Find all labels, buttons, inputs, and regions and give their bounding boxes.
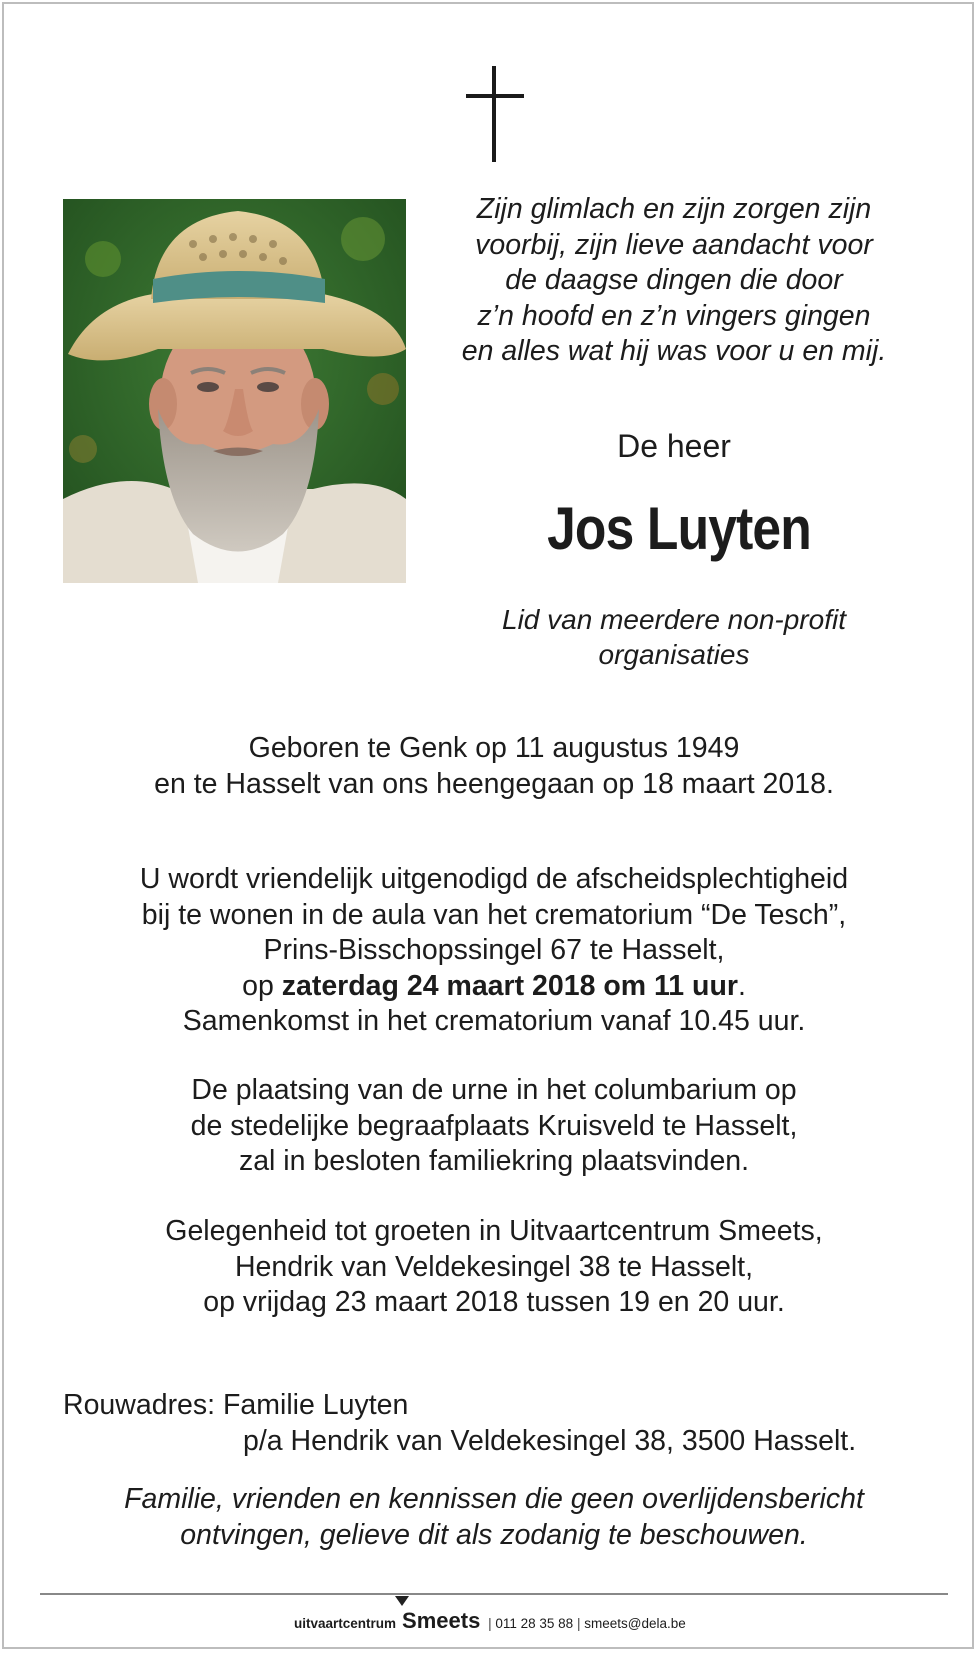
footer-separator: | (488, 1616, 492, 1631)
urn-placement-info (44, 1073, 944, 1180)
poem-line: voorbij, zijn lieve aandacht voor (475, 228, 873, 261)
greeting-line: Hendrik van Veldekesingel 38 te Hasselt, (234, 1250, 754, 1283)
poem-line: z’n hoofd en z’n vingers gingen (477, 299, 871, 332)
ceremony-line: U wordt vriendelijk uitgenodigd de afscheidsplechtigheid (139, 863, 849, 895)
closing-line: ontvingen, gelieve dit als zodanig te beschouwen. (180, 1518, 808, 1551)
mourning-address (63, 1388, 923, 1459)
deceased-name: Jos Luyten (547, 495, 811, 562)
urn-line: De plaatsing van de urne in het columbarium op (191, 1074, 797, 1106)
cross-icon (466, 66, 524, 162)
ceremony-line: bij te wonen in de aula van het crematorium “De Tesch”, (141, 898, 847, 931)
ceremony-line: Prins-Bisschopssingel 67 te Hasselt, (263, 934, 725, 966)
poem-line: de daagse dingen die door (505, 264, 843, 296)
ceremony-info (44, 862, 944, 1040)
poem-line: Zijn glimlach en zijn zorgen zijn (476, 193, 872, 225)
closing-line: Familie, vrienden en kennissen die geen overlijdensbericht (124, 1483, 864, 1515)
obituary-card (2, 2, 974, 1649)
ceremony-line: Samenkomst in het crematorium vanaf 10.45 uur. (182, 1005, 806, 1037)
ceremony-date: zaterdag 24 maart 2018 om 11 uur (281, 969, 738, 1002)
brand-prefix: uitvaartcentrum (294, 1616, 397, 1631)
ceremony-date-line (44, 969, 944, 1005)
greeting-line: op vrijdag 23 maart 2018 tussen 19 en 20 uur. (203, 1286, 785, 1318)
brand-name: Smeets (402, 1608, 481, 1633)
footer-email: smeets@dela.be (584, 1616, 686, 1631)
closing-note (44, 1482, 944, 1553)
urn-line: de stedelijke begraafplaats Kruisveld te Hasselt, (190, 1109, 798, 1142)
description-line: Lid van meerdere non-profit (502, 604, 846, 635)
funeral-home-footer (294, 1608, 734, 1638)
footer-phone: 011 28 35 88 (495, 1616, 574, 1631)
birth-line: Geboren te Genk op 11 augustus 1949 (248, 732, 740, 764)
address-line: Rouwadres: Familie Luyten (63, 1389, 409, 1421)
greeting-info (44, 1214, 944, 1321)
birth-death-info (44, 731, 944, 802)
ceremony-date-prefix: op (242, 969, 282, 1002)
death-line: en te Hasselt van ons heengegaan op 18 maart 2018. (154, 767, 834, 800)
poem-line: en alles wat hij was voor u en mij. (461, 335, 887, 367)
description-line: organisaties (598, 639, 750, 670)
portrait-photo (63, 199, 406, 583)
urn-line: zal in besloten familiekring plaatsvinden. (238, 1145, 750, 1177)
triangle-marker-icon (395, 1596, 409, 1606)
deceased-description (434, 602, 914, 672)
ceremony-date-suffix: . (737, 969, 746, 1002)
footer-separator: | (576, 1616, 581, 1631)
honorific: De heer (617, 428, 731, 464)
footer-divider (40, 1593, 948, 1595)
greeting-line: Gelegenheid tot groeten in Uitvaartcentrum Smeets, (165, 1215, 823, 1247)
address-line: p/a Hendrik van Veldekesingel 38, 3500 Hasselt. (243, 1424, 857, 1457)
memorial-poem (434, 192, 914, 370)
